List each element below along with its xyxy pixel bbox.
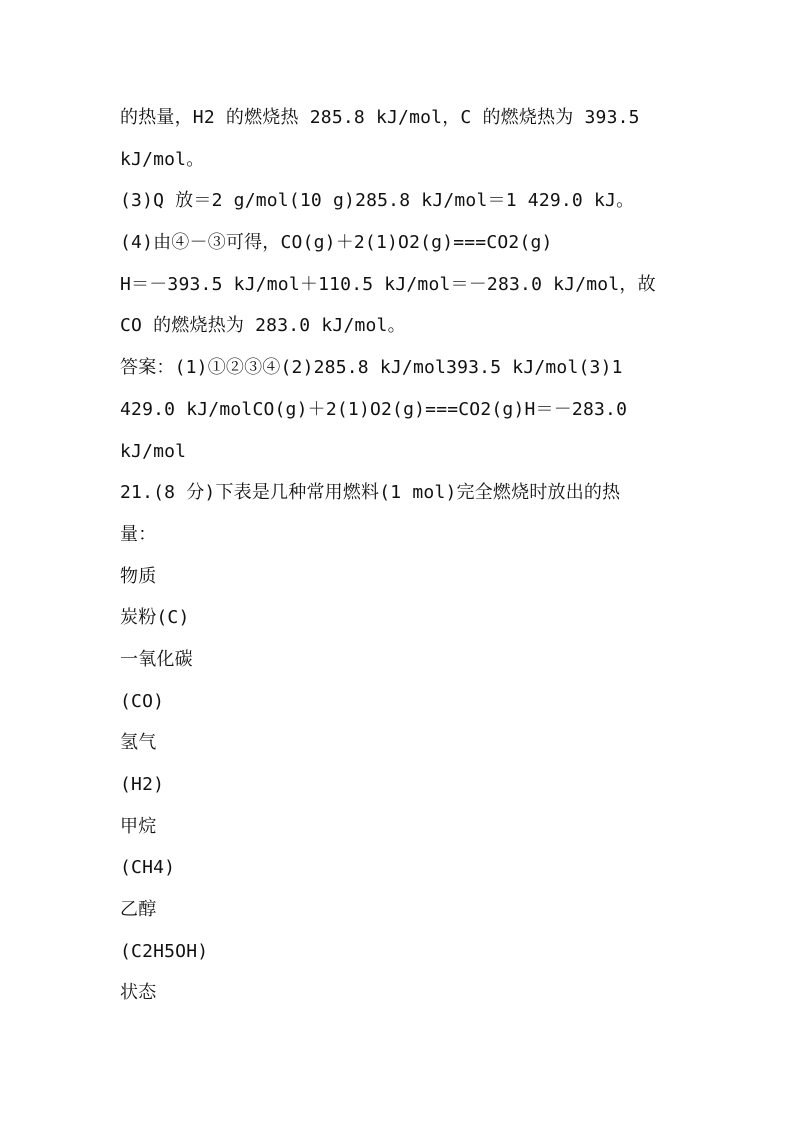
text-line: kJ/mol <box>120 440 187 462</box>
text-line: (3)Q 放＝2 g/mol(10 g)285.8 kJ/mol＝1 429.0 kJ。 <box>120 190 635 212</box>
table-cell: 甲烷 <box>120 815 157 837</box>
table-header-cell: 状态 <box>120 982 157 1004</box>
text-line: 的热量，H2 的燃烧热 285.8 kJ/mol，C 的燃烧热为 393.5 <box>120 107 640 128</box>
table-cell: 乙醇 <box>120 899 157 921</box>
question-line: 21.(8 分)下表是几种常用燃料(1 mol)完全燃烧时放出的热 <box>120 482 621 504</box>
answer-line: 答案：(1)①②③④(2)285.8 kJ/mol393.5 kJ/mol(3)1 <box>120 357 623 379</box>
table-cell: (CH4) <box>120 857 176 879</box>
text-line: H＝－393.5 kJ/mol＋110.5 kJ/mol＝－283.0 kJ/mol，故 <box>120 273 656 295</box>
text-line: kJ/mol。 <box>120 148 205 170</box>
table-cell: (CO) <box>120 690 165 712</box>
table-cell: (H2) <box>120 774 165 795</box>
text-line: (4)由④－③可得，CO(g)＋2(1)O2(g)===CO2(g) <box>120 232 553 254</box>
document-body <box>120 97 700 1014</box>
text-line: 量： <box>120 523 157 545</box>
table-cell: (C2H5OH) <box>120 940 209 962</box>
table-cell: 一氧化碳 <box>120 648 193 670</box>
text-line: 429.0 kJ/molCO(g)＋2(1)O2(g)===CO2(g)H＝－283.0 <box>120 398 628 420</box>
text-line: CO 的燃烧热为 283.0 kJ/mol。 <box>120 315 406 337</box>
table-cell: 氢气 <box>120 732 157 754</box>
table-header-cell: 物质 <box>120 565 157 587</box>
table-cell: 炭粉(C) <box>120 607 190 629</box>
